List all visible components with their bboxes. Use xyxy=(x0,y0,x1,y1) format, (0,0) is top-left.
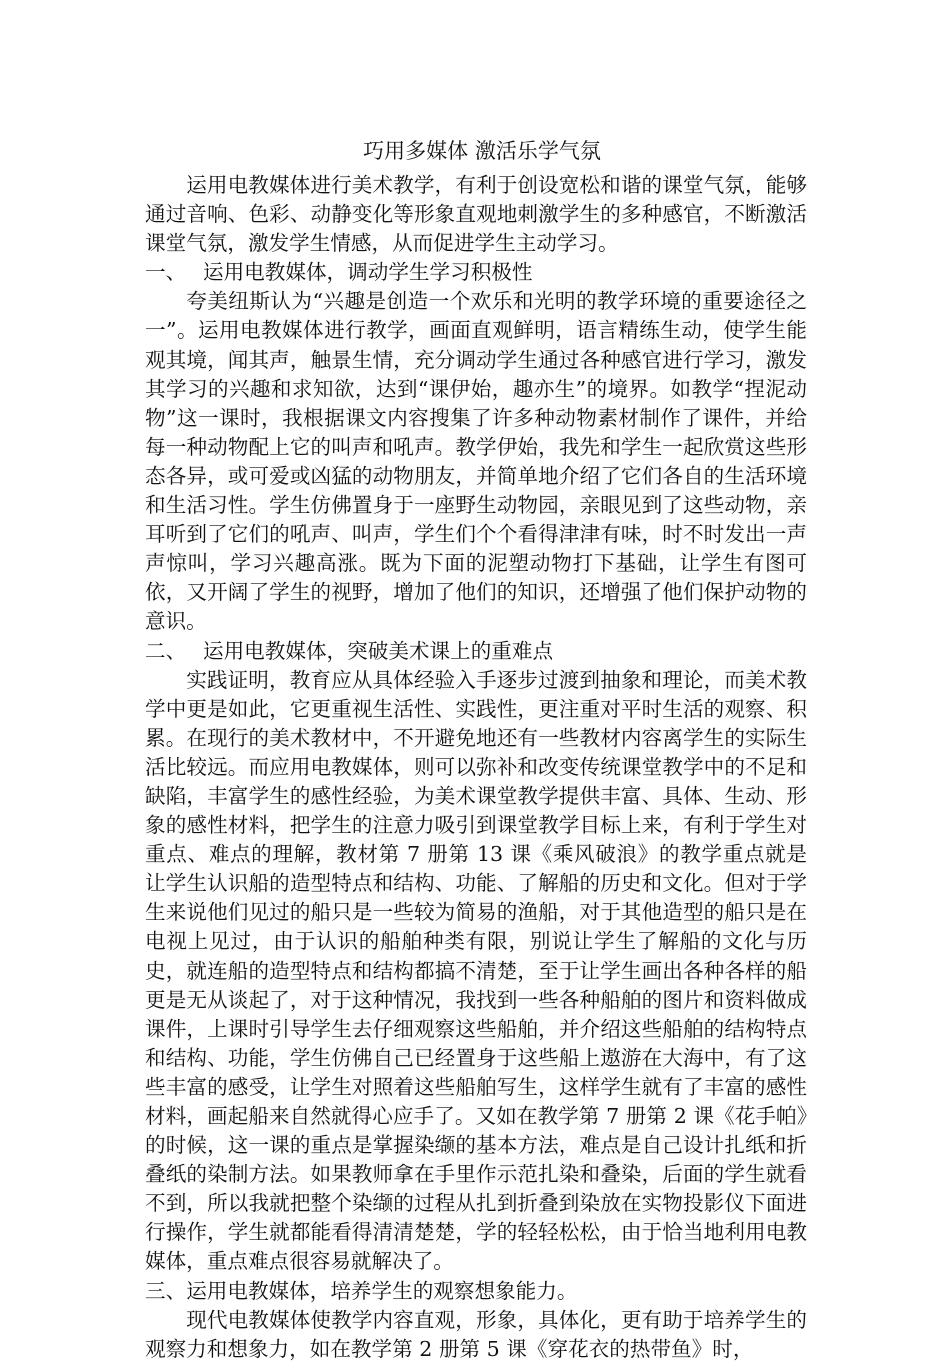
section-title-3: 运用电教媒体，培养学生的观察想象能力。 xyxy=(186,1278,578,1303)
section-body-1: 夸美纽斯认为“兴趣是创造一个欢乐和光明的教学环境的重要途径之一”。运用电教媒体进行教学，画面直观鲜明，语言精练生动，使学生能观其境，闻其声，触景生情，充分调动学生通过各种感官进行学习，激发其学习的兴趣和求知欲，达到“课伊始，趣亦生”的境界。如教学“捏泥动物”这一课时，我根据课文内容搜集了许多种动物素材制作了课件，并给每一种动物配上它的叫声和吼声。教学伊始，我先和学生一起欣赏这些形态各异，或可爱或凶猛的动物朋友，并简单地介绍了它们各自的生活环境和生活习性。学生仿佛置身于一座野生动物园，亲眼见到了这些动物，亲耳听到了它们的吼声、叫声，学生们个个看得津津有味，时不时发出一声声惊叫，学习兴趣高涨。既为下面的泥塑动物打下基础，让学生有图可依，又开阔了学生的视野，增加了他们的知识，还增强了他们保护动物的意识。 xyxy=(145,289,807,634)
section-number-1: 一、 xyxy=(145,260,187,285)
section-number-2: 二、 xyxy=(145,638,187,663)
intro-paragraph: 运用电教媒体进行美术教学，有利于创设宽松和谐的课堂气氛，能够通过音响、色彩、动静变化等形象直观地刺激学生的多种感官，不断激活课堂气氛，激发学生情感，从而促进学生主动学习。 xyxy=(145,173,807,256)
section-title-2: 运用电教媒体，突破美术课上的重难点 xyxy=(203,638,554,663)
section-heading-2 xyxy=(145,637,807,666)
section-number-3: 三、 xyxy=(145,1278,187,1303)
section-body-3: 现代电教媒体使教学内容直观，形象，具体化，更有助于培养学生的观察力和想象力，如在教学第 2 册第 5 课《穿花衣的热带鱼》时， xyxy=(145,1307,807,1361)
document-page xyxy=(145,134,807,1364)
document-title: 巧用多媒体 激活乐学气氛 xyxy=(363,139,601,163)
section-heading-1 xyxy=(145,258,807,287)
section-body-2: 实践证明，教育应从具体经验入手逐步过渡到抽象和理论，而美术教学中更是如此，它更重视生活性、实践性，更注重对平时生活的观察、积累。在现行的美术教材中，不开避免地还有一些教材内容离学生的实际生活比较远。而应用电教媒体，则可以弥补和改变传统课堂教学中的不足和缺陷，丰富学生的感性经验，为美术课堂教学提供丰富、具体、生动、形象的感性材料，把学生的注意力吸引到课堂教学目标上来，有利于学生对重点、难点的理解，教材第 7 册第 13 课《乘风破浪》的教学重点就是让学生认识船的造型特点和结构、功能、了解船的历史和文化。但对于学生来说他们见过的船只是一些较为简易的渔船，对于其他造型的船只是在电视上见过，由于认识的船舶种类有限，别说让学生了解船的文化与历史，就连船的造型特点和结构都搞不清楚，至于让学生画出各种各样的船更是无从谈起了，对于这种情况，我找到一些各种船舶的图片和资料做成课件，上课时引导学生去仔细观察这些船舶，并介绍这些船舶的结构特点和结构、功能，学生仿佛自己已经置身于这些船上遨游在大海中，有了这些丰富的感受，让学生对照着这些船舶写生，这样学生就有了丰富的感性材料，画起船来自然就得心应手了。又如在教学第 7 册第 2 课《花手帕》的时候，这一课的重点是掌握染缬的基本方法，难点是自己设计扎纸和折叠纸的染制方法。如果教师拿在手里作示范扎染和叠染，后面的学生就看不到，所以我就把整个染缬的过程从扎到折叠到染放在实物投影仪下面进行操作，学生就都能看得清清楚楚，学的轻轻松松，由于恰当地利用电教媒体，重点难点很容易就解决了。 xyxy=(145,667,807,1274)
section-title-1: 运用电教媒体，调动学生学习积极性 xyxy=(203,260,533,285)
section-heading-3 xyxy=(145,1277,807,1306)
